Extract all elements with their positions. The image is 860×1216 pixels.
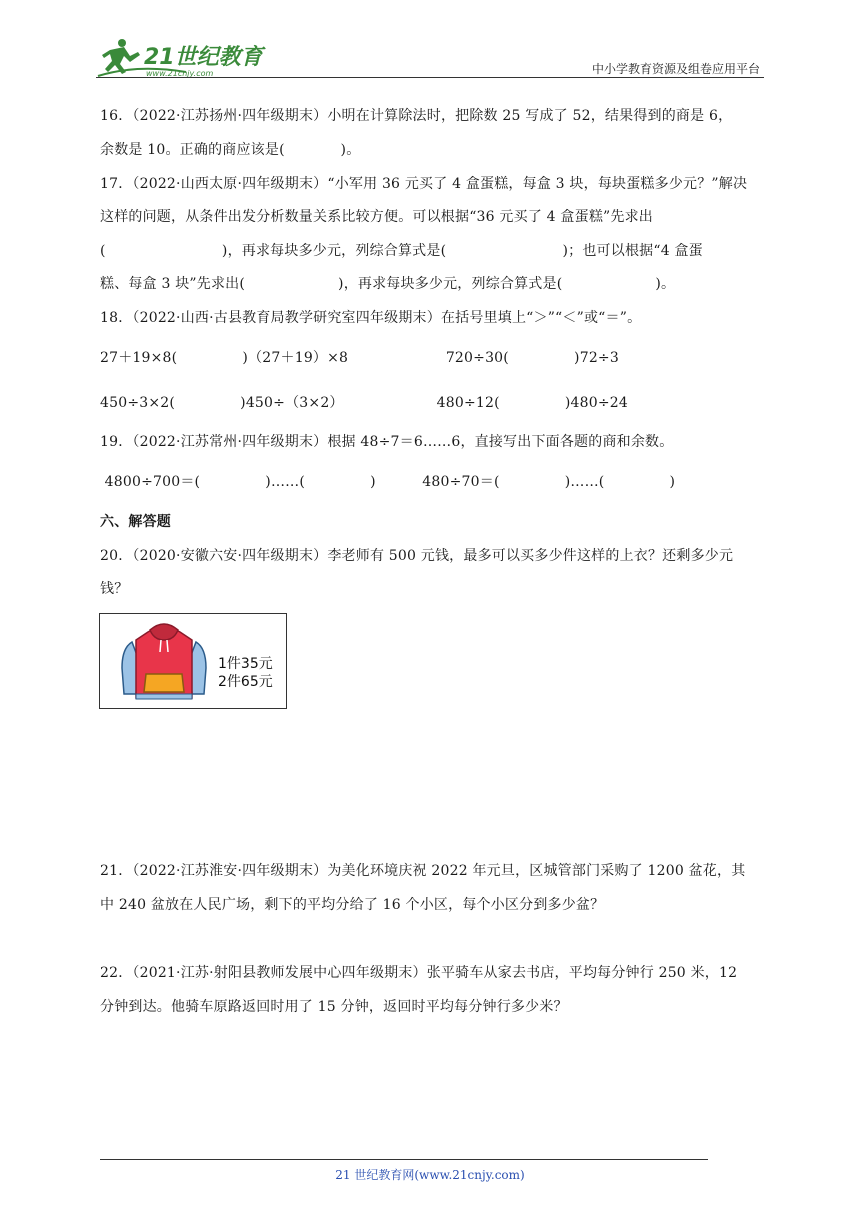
q21-line-1: 21．（2022·江苏淮安·四年级期末）为美化环境庆祝 2022 年元旦，区城管部门采购了 1200 盆花，其 xyxy=(100,863,746,879)
logo-21cnjy xyxy=(96,34,296,80)
q22-line-1: 22．（2021·江苏·射阳县教师发展中心四年级期末）张平骑车从家去书店，平均每分钟行 250 米，12 xyxy=(100,965,738,981)
q16-line-2: 余数是 10。正确的商应该是( )。 xyxy=(100,142,361,158)
svg-text:21世纪教育: 21世纪教育 xyxy=(144,45,263,70)
q19-line-1: 19．（2022·江苏常州·四年级期末）根据 48÷7＝6……6，直接写出下面各题的商和余数。 xyxy=(100,434,674,450)
q20-line-1: 20．（2020·安徽六安·四年级期末）李老师有 500 元钱，最多可以买多少件这样的上衣？还剩多少元 xyxy=(100,548,734,564)
jacket-figure xyxy=(99,613,287,709)
q17-line-2: 这样的问题，从条件出发分析数量关系比较方便。可以根据“36 元买了 4 盒蛋糕”先求出 xyxy=(100,209,653,225)
q18-row-2: 450÷3×2( )450÷（3×2） 480÷12( )480÷24 xyxy=(100,395,628,411)
price-one: 1件35元 xyxy=(218,656,273,672)
jacket-image xyxy=(114,618,214,704)
q17-line-1: 17．（2022·山西太原·四年级期末）“小军用 36 元买了 4 盒蛋糕，每盒 3 块，每块蛋糕多少元？”解决 xyxy=(100,176,748,192)
section-title: 六、解答题 xyxy=(100,514,171,530)
page-header xyxy=(0,0,860,90)
header-divider xyxy=(96,77,764,78)
svg-text:www.21cnjy.com: www.21cnjy.com xyxy=(146,69,214,78)
q20-line-2: 钱？ xyxy=(100,581,129,597)
q18-row-1: 27＋19×8( )（27＋19）×8 720÷30( )72÷3 xyxy=(100,350,619,366)
footer-divider xyxy=(100,1159,708,1160)
q21-line-2: 中 240 盆放在人民广场，剩下的平均分给了 16 个小区，每个小区分到多少盆？ xyxy=(100,897,605,913)
q17-line-4: 糕、每盒 3 块”先求出( )，再求每块多少元，列综合算式是( )。 xyxy=(100,276,676,292)
header-platform-text: 中小学教育资源及组卷应用平台 xyxy=(591,62,760,76)
q18-line-1: 18．（2022·山西·古县教育局教学研究室四年级期末）在括号里填上“＞”“＜”或“＝”。 xyxy=(100,310,642,326)
price-two: 2件65元 xyxy=(218,674,273,690)
q16-line-1: 16．（2022·江苏扬州·四年级期末）小明在计算除法时，把除数 25 写成了 52，结果得到的商是 6， xyxy=(100,108,733,124)
footer-link[interactable]: 21 世纪教育网(www.21cnjy.com) xyxy=(335,1168,525,1182)
q17-line-3: ( )，再求每块多少元，列综合算式是( )；也可以根据“4 盒蛋 xyxy=(100,243,703,259)
q19-row: 4800÷700＝( )……( ) 480÷70＝( )……( ) xyxy=(100,474,676,490)
q22-line-2: 分钟到达。他骑车原路返回时用了 15 分钟，返回时平均每分钟行多少米？ xyxy=(100,999,568,1015)
